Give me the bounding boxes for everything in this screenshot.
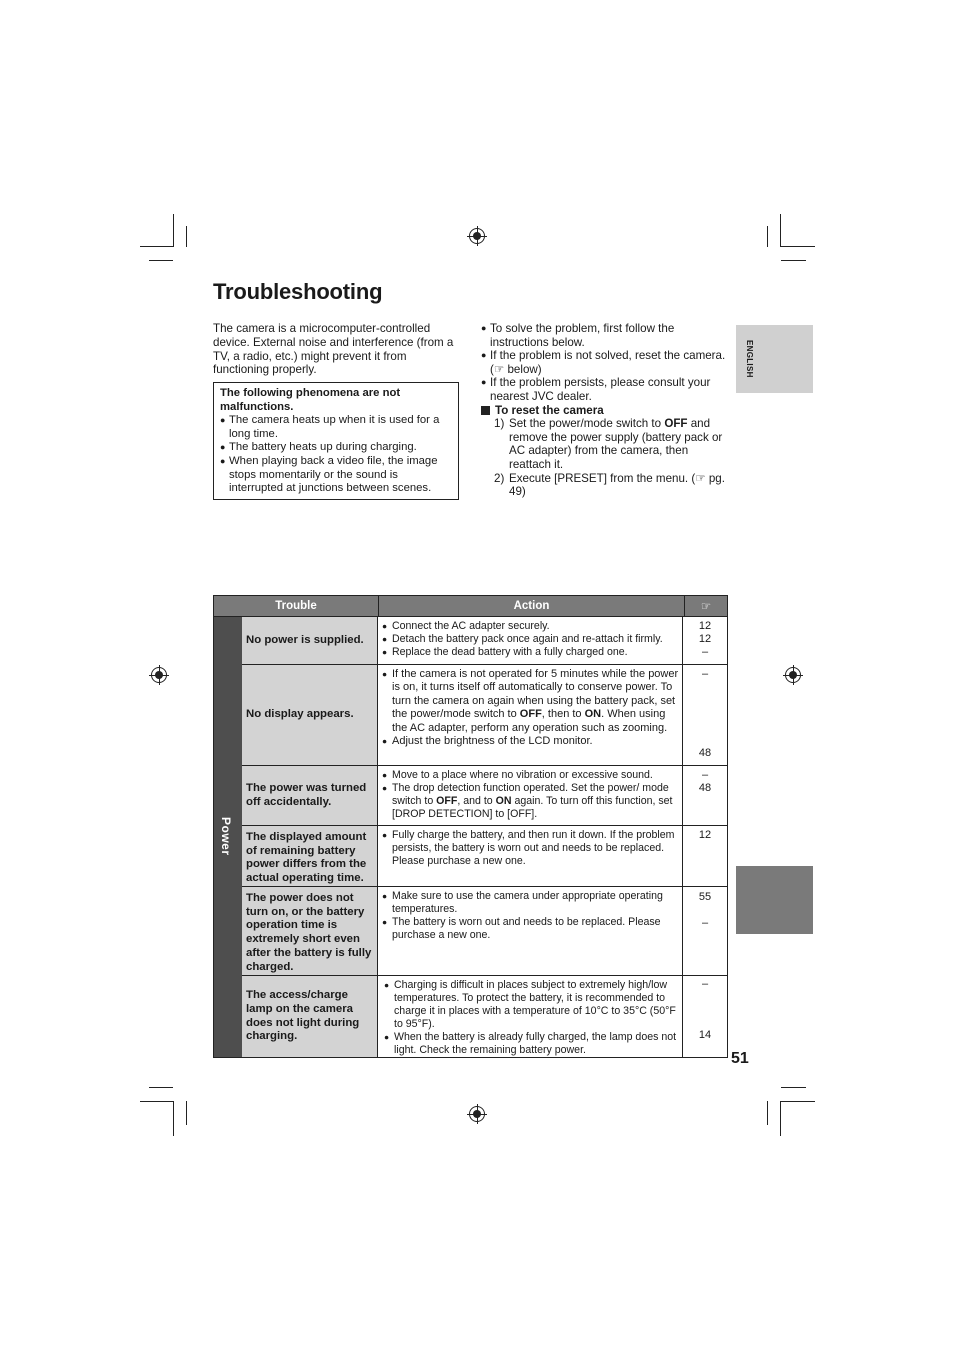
action-cell: ● Fully charge the battery, and then run it down. If the problem persists, the battery is worn out and needs to be replaced. Please purchase a new one. [378,826,683,886]
reset-heading: To reset the camera [481,404,726,418]
trouble-cell: No power is supplied. [242,617,378,664]
table-row [242,887,727,976]
ref-cell: – 48 [698,668,712,759]
trouble-cell: No display appears. [242,665,378,765]
registration-mark [151,667,167,683]
bullet-icon: ● [382,621,388,631]
bullet-icon: ● [220,415,226,426]
bullet-icon: ● [384,1032,390,1042]
reset-step: 1) Set the power/mode switch to OFF and remove the power supply (battery pack or AC adapter) from the camera, then reattach it. [494,417,723,471]
ref-cell: – 14 [698,978,712,1041]
header-action: Action [379,596,685,616]
solve-instructions [481,322,726,499]
trouble-cell: The power does not turn on, or the battery operation time is extremely short even after the battery is fully charged. [242,887,378,975]
action-cell: ● If the camera is not operated for 5 minutes while the power is on, it turns itself off automatically to conserve power. To turn the camera on again when using the battery pack, set the power/mode switch to OFF, then to ON. When using the AC adapter, perform any operation such as zooming. ● Adjust the brightness of the LCD monitor. [378,665,683,765]
reset-step: 2) Execute [PRESET] from the menu. (☞ pg. 49) [494,471,725,499]
table-row [242,826,727,887]
bullet-icon: ● [382,669,388,679]
language-tab: ENGLISH [736,325,813,393]
table-row [242,766,727,826]
list-item: ● The battery heats up during charging. [220,441,417,454]
troubleshooting-table [213,595,728,1058]
registration-mark [469,228,485,244]
action-cell: ● Move to a place where no vibration or excessive sound. ● The drop detection function operated. Set the power/ mode switch to OFF, and to ON again. To turn off this function, set [DROP DETECTION] to [OFF]. [378,766,683,825]
bullet-icon: ● [382,736,388,747]
bullet-icon: ● [481,377,487,388]
list-item: ● The camera heats up when it is used for a long time. [220,414,440,440]
bullet-icon: ● [481,350,487,361]
section-tab [736,866,813,934]
square-bullet-icon [481,406,490,415]
bullet-icon: ● [382,830,388,840]
trouble-cell: The displayed amount of remaining battery power differs from the actual operating time. [242,826,378,886]
bullet-icon: ● [382,647,388,657]
bullet-icon: ● [384,980,390,990]
list-item: ● If the problem persists, please consult your nearest JVC dealer. [481,376,711,403]
phenomena-box [213,382,459,500]
registration-mark [469,1106,485,1122]
action-cell: ● Charging is difficult in places subject to extremely high/low temperatures. To protect the battery, it is recommended to charge it in places with a temperature of 10°C to 35°C (50°F to 95°F). ● When the battery is already fully charged, the lamp does not light. Check the remaining battery power. [378,976,683,1057]
list-item: ● When playing back a video file, the image stops momentarily or the sound is interrupted at junctions between scenes. [220,454,438,495]
table-row [242,665,727,766]
bullet-icon: ● [382,891,388,901]
action-cell: ● Make sure to use the camera under appropriate operating temperatures. ● The battery is worn out and needs to be replaced. Please purchase a new one. [378,887,683,975]
bullet-icon: ● [220,455,226,466]
page-number: 51 [731,1050,749,1067]
list-item: ● To solve the problem, first follow the instructions below. [481,322,675,349]
bullet-icon: ● [382,770,388,780]
registration-mark [785,667,801,683]
phenomena-heading: The following phenomena are not malfunctions. [220,387,401,413]
ref-cell: – 48 [698,769,712,794]
bullet-icon: ● [220,442,226,453]
bullet-icon: ● [481,323,487,333]
table-row [242,976,727,1057]
intro-text: The camera is a microcomputer-controlled device. External noise and interference (from a TV, a radio, etc.) might prevent it from functioning properly. [213,322,454,377]
ref-cell: 12 [698,829,712,841]
bullet-icon: ● [382,917,388,927]
ref-cell: 12 12 – [698,620,712,658]
header-trouble: Trouble [214,596,379,616]
ref-cell: 55 – [698,891,712,929]
table-header [213,595,728,617]
category-power: Power [214,617,242,1057]
action-cell: ● Connect the AC adapter securely. ● Detach the battery pack once again and re-attach it firmly. ● Replace the dead battery with a fully charged one. [378,617,683,664]
bullet-icon: ● [382,634,388,644]
page-title: Troubleshooting [213,279,383,304]
bullet-icon: ● [382,783,388,793]
header-ref-icon: ☞ [700,601,712,613]
table-row [242,617,727,665]
trouble-cell: The power was turned off accidentally. [242,766,378,825]
trouble-cell: The access/charge lamp on the camera does not light during charging. [242,976,378,1057]
list-item: ● If the problem is not solved, reset the camera. (☞ below) [481,349,726,376]
